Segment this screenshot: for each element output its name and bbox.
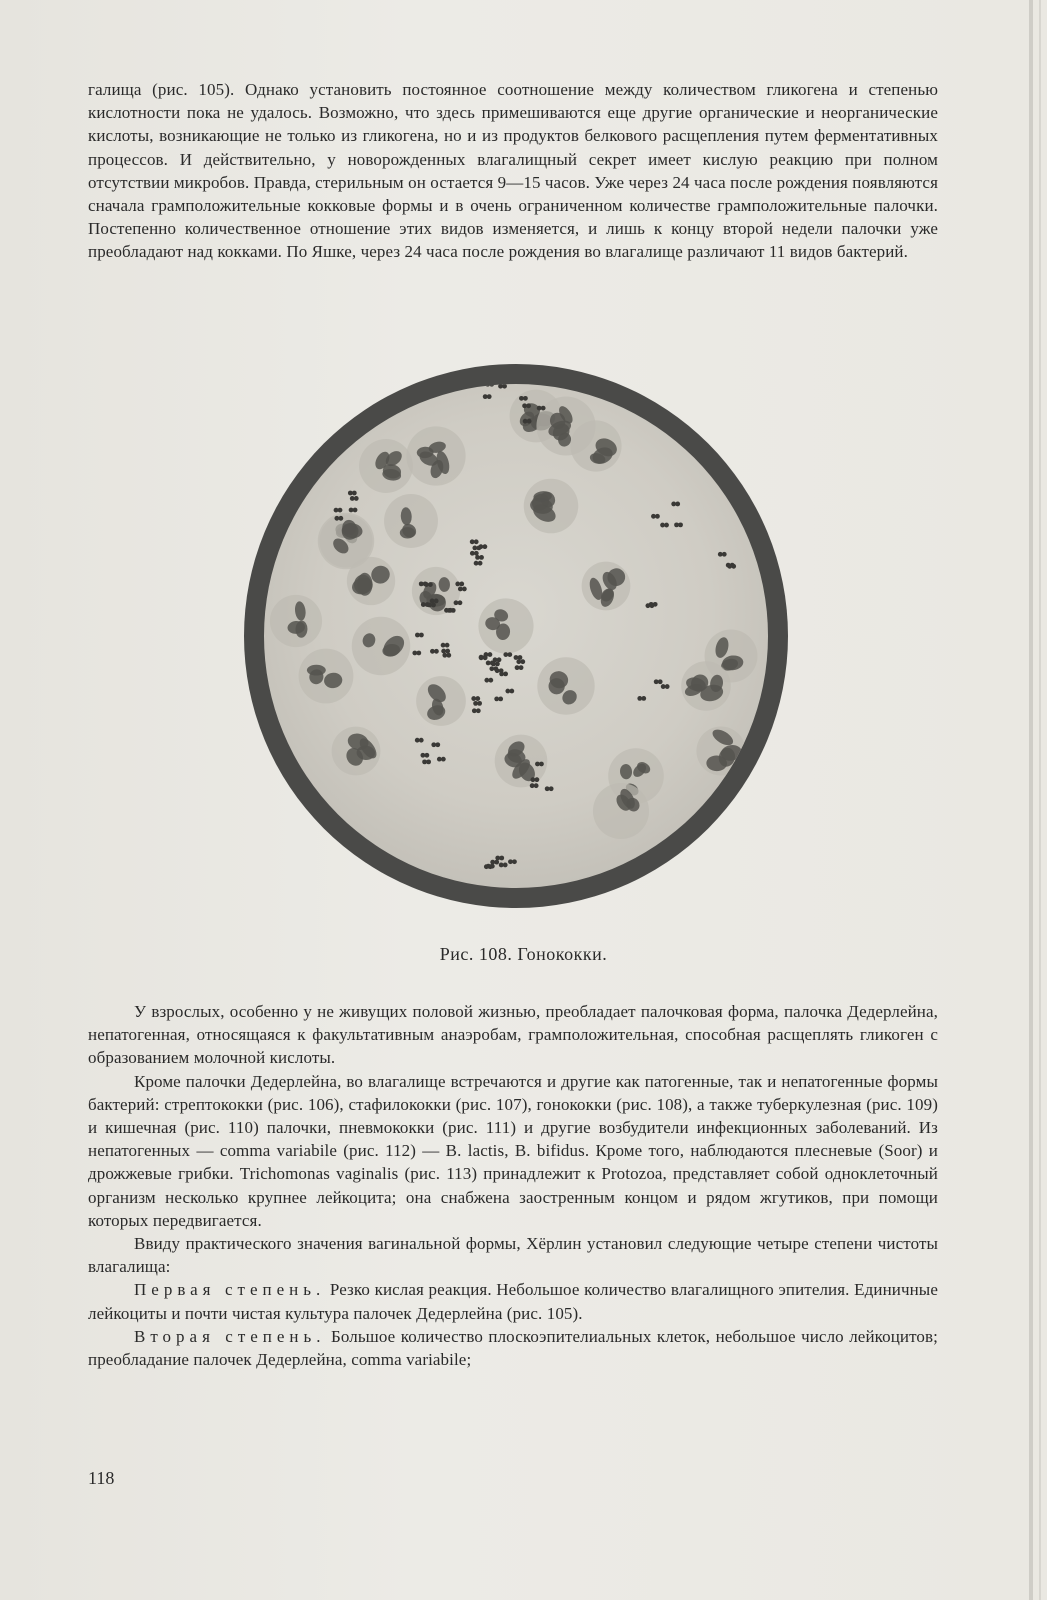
diplococcus-dot — [658, 679, 663, 684]
diplococcus-dot — [512, 859, 517, 864]
first-degree-text: Резко кислая реакция. Небольшое количество влагалищного эпителия. Единичные лейкоциты и почти чистая культура палочек Дедерлейна (рис. 105). — [88, 1280, 938, 1323]
diplococcus-dot — [435, 742, 440, 747]
diplococcus-dot — [494, 860, 499, 865]
diplococcus-dot — [541, 406, 546, 411]
diplococcus-dot — [434, 599, 439, 604]
leukocyte-cell — [406, 426, 465, 485]
diplococcus-dot — [426, 759, 431, 764]
diplococcus-dot — [338, 516, 343, 521]
paragraph-bacteria: Кроме палочки Дедерлейна, во влагалище встречаются и другие как патогенные, так и непатогенные формы бактерий: стрептококки (рис. 106), стафилококки (рис. 107), гонококки (рис. 108), а также туберкулезная (рис. 109) и кишечная (рис. 110) палочки, пневмококки (рис. 111) и другие возбудители инфекционных заболеваний. Из непатогенных — comma variabile (рис. 112) — B. lactis, B. bifidus. Кроме того, наблюдаются плесневые (Soor) и дрожжевые грибки. Trichomonas vaginalis (рис. 113) принадлежит к Protozoa, представляет собой одноклеточный организм несколько крупнее лейкоцита; она снабжена заостренным концом и рядом жгутиков, при помощи которых передвигается. — [88, 1071, 938, 1230]
diplococcus-dot — [649, 603, 654, 608]
diplococcus-dot — [490, 661, 495, 666]
leukocyte-cell — [352, 617, 410, 675]
diplococcus-dot — [445, 649, 450, 654]
diplococcus-dot — [499, 668, 504, 673]
leukocyte-cell — [478, 598, 533, 653]
diplococcus-dot — [502, 384, 507, 389]
diplococcus-dot — [664, 523, 669, 528]
diplococcus-dot — [416, 651, 421, 656]
diplococcus-dot — [483, 655, 488, 660]
diplococcus-dot — [338, 508, 343, 513]
diplococcus-dot — [488, 678, 493, 683]
page-edge-shadow — [1039, 0, 1041, 1600]
diplococcus-dot — [477, 701, 482, 706]
paragraph-purity-intro: Ввиду практического значения вагинальной формы, Хёрлин установил следующие четыре степени чистоты влагалища: — [88, 1234, 938, 1277]
diplococcus-dot — [495, 662, 500, 667]
second-degree-heading: Вторая степень. — [134, 1326, 326, 1346]
leukocyte-cell — [359, 439, 413, 493]
diplococcus-dot — [474, 539, 479, 544]
leukocyte-cell — [582, 562, 631, 611]
second-degree-text: Большое количество плоскоэпителиальных клеток, небольшое число лейкоцитов; преобладание палочек Дедерлейна, comma variabile; — [88, 1326, 938, 1370]
diplococcus-dot — [353, 508, 358, 513]
leukocyte-cell — [524, 479, 579, 534]
diplococcus-dot — [459, 581, 464, 586]
diplococcus-dot — [458, 600, 463, 605]
diplococcus-dot — [675, 502, 680, 507]
leukocyte-cell — [412, 567, 460, 615]
diplococcus-dot — [641, 696, 646, 701]
diplococcus-dot — [503, 672, 508, 677]
diplococcus-dot — [462, 587, 467, 592]
paragraph-adults: У взрослых, особенно у не живущих половой жизнью, преобладает палочковая форма, палочка Дедерлейна, непатогенная, относящаяся к факультативным анаэробам, грамположительная, способная расщеплять гликоген с образованием молочной кислоты. — [88, 1002, 938, 1068]
diplococcus-dot — [354, 496, 359, 501]
diplococcus-dot — [446, 653, 451, 658]
diplococcus-dot — [523, 396, 528, 401]
top-text-block — [88, 78, 938, 264]
diplococcus-dot — [431, 603, 436, 608]
diplococcus-dot — [499, 856, 504, 861]
diplococcus-dot — [722, 552, 727, 557]
diplococcus-dot — [539, 762, 544, 767]
diplococcus-dot — [497, 657, 502, 662]
diplococcus-dot — [527, 419, 532, 424]
leukocyte-cell — [570, 420, 621, 471]
diplococcus-dot — [474, 551, 479, 556]
figure-caption: Рис. 108. Гонококки. — [439, 944, 608, 964]
diplococcus-dot — [509, 689, 514, 694]
diplococcus-dot — [534, 777, 539, 782]
gonococci-figure — [236, 356, 796, 916]
diplococcus-dot — [534, 783, 539, 788]
microscope-field-image — [236, 356, 796, 916]
diplococcus-dot — [476, 545, 481, 550]
leukocyte-cell — [416, 676, 466, 726]
diplococcus-dot — [419, 738, 424, 743]
leukocyte-cell — [318, 513, 374, 569]
leukocyte-cell — [495, 735, 548, 788]
diplococcus-dot — [352, 491, 357, 496]
diplococcus-dot — [434, 649, 439, 654]
diplococcus-dot — [441, 757, 446, 762]
page-number: 118 — [88, 1468, 115, 1488]
diplococcus-dot — [487, 394, 492, 399]
leukocyte-cell — [299, 649, 354, 704]
leukocyte-cell — [384, 494, 438, 548]
diplococcus-dot — [448, 608, 453, 613]
diplococcus-dot — [507, 652, 512, 657]
diplococcus-dot — [503, 863, 508, 868]
page-edge — [1029, 0, 1033, 1600]
diplococcus-dot — [428, 582, 433, 587]
diplococcus-dot — [479, 555, 484, 560]
paragraph-first-degree — [88, 1278, 938, 1324]
leukocyte-cell — [270, 595, 322, 647]
diplococcus-dot — [518, 655, 523, 660]
top-paragraph: галища (рис. 105). Однако установить постоянное соотношение между количеством гликогена и степенью кислотности пока не удалось. Возможно, что здесь примешиваются еще другие органические и неорганические кислоты, возникающие не только из гликогена, но и из продуктов белкового расщепления путем ферментативных процессов. И действительно, у новорожденных влагалищный секрет имеет кислую реакцию при полном отсутствии микробов. Правда, стерильным он остается 9—15 часов. Уже через 24 часа после рождения появляются сначала грамположительные кокковые формы и в очень ограниченном количестве грамположительные палочки. Постепенно количественное отношение этих видов изменяется, и лишь к концу второй недели палочки уже преобладают над кокками. По Яшке, через 24 часа после рождения во влагалище различают 11 видов бактерий. — [88, 80, 938, 262]
diplococcus-dot — [482, 544, 487, 549]
first-degree-heading: Первая степень. — [134, 1280, 326, 1300]
leukocyte-cell — [537, 657, 594, 714]
diplococcus-dot — [520, 659, 525, 664]
diplococcus-dot — [498, 696, 503, 701]
diplococcus-dot — [731, 564, 736, 569]
diplococcus-dot — [419, 633, 424, 638]
diplococcus-dot — [488, 652, 493, 657]
leukocyte-cell — [593, 783, 649, 839]
diplococcus-dot — [526, 403, 531, 408]
diplococcus-dot — [475, 696, 480, 701]
diplococcus-dot — [665, 684, 670, 689]
diplococcus-dot — [519, 665, 524, 670]
diplococcus-dot — [678, 522, 683, 527]
diplococcus-dot — [478, 561, 483, 566]
diplococcus-dot — [655, 514, 660, 519]
diplococcus-dot — [549, 786, 554, 791]
diplococcus-dot — [424, 753, 429, 758]
leukocyte-cell — [332, 727, 381, 776]
diplococcus-dot — [445, 643, 450, 648]
leukocyte-cell — [681, 661, 731, 711]
paragraph-second-degree — [88, 1325, 938, 1371]
diplococcus-dot — [476, 708, 481, 713]
diplococcus-dot — [490, 864, 495, 869]
bottom-text-block — [88, 1000, 938, 1371]
